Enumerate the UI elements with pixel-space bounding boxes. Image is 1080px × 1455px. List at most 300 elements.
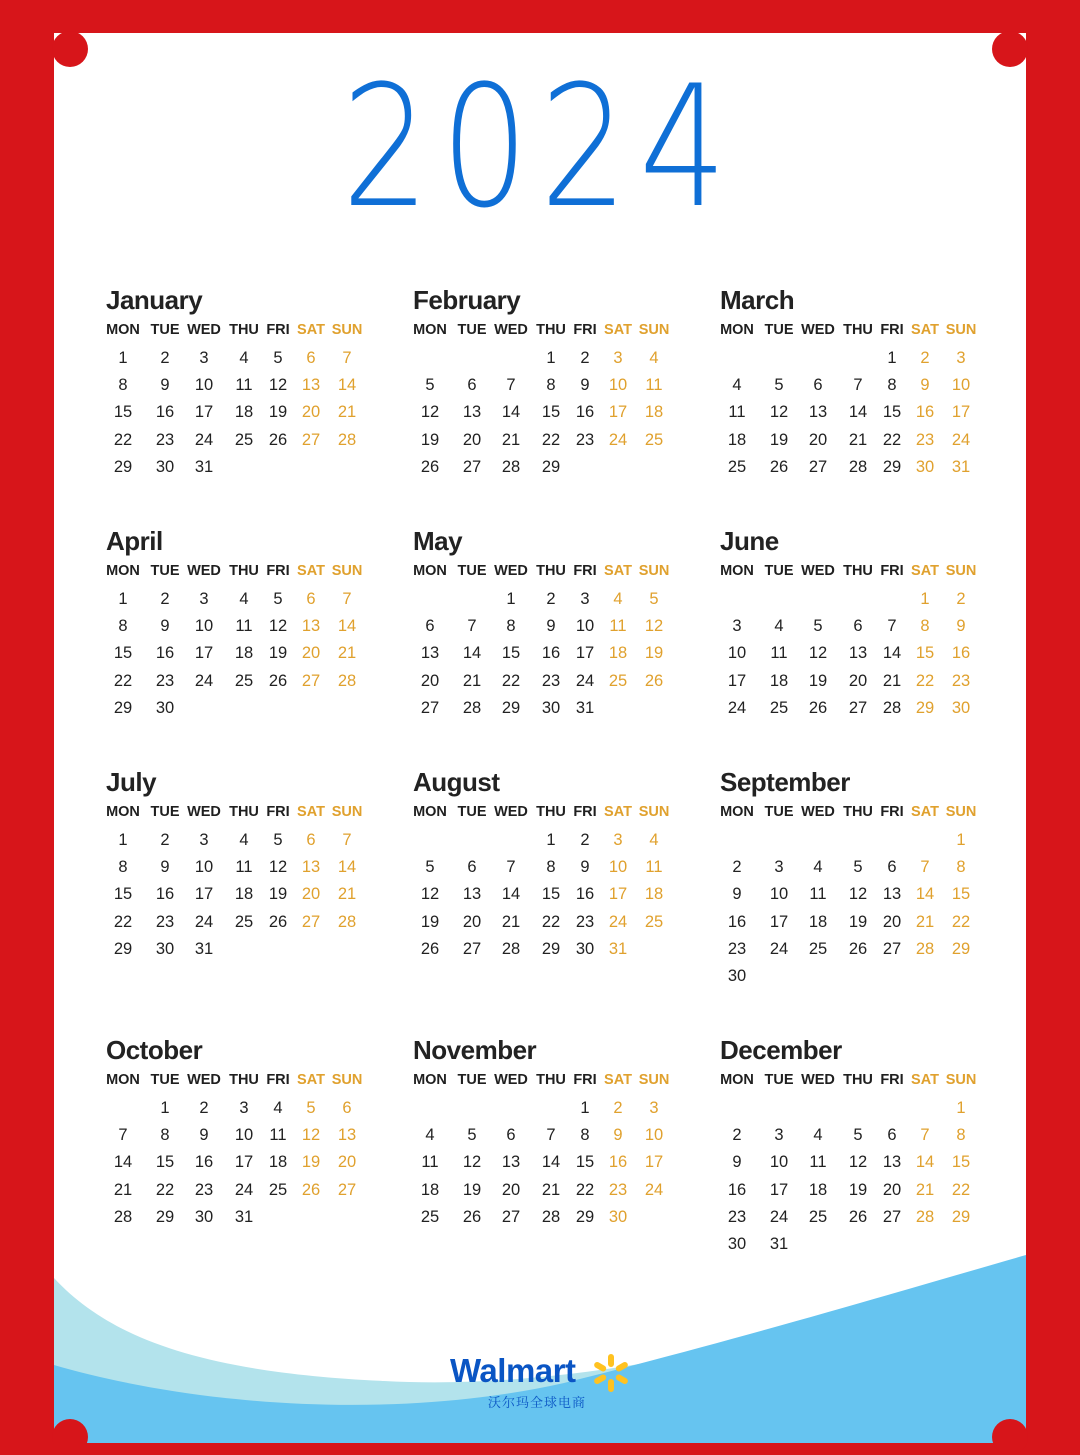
day-cell: 29: [915, 698, 935, 717]
day-cell: 21: [337, 644, 357, 663]
day-cell: 26: [268, 430, 288, 449]
day-cell: 12: [808, 644, 828, 663]
day-cell: 16: [155, 403, 175, 422]
day-cell: 20: [808, 430, 828, 449]
day-cell: 17: [727, 671, 747, 690]
weekday-header: MON: [413, 1072, 447, 1088]
day-cell: 29: [155, 1207, 175, 1226]
day-cell: 23: [608, 1180, 628, 1199]
day-cell: 16: [155, 644, 175, 663]
day-cell: 10: [769, 1153, 789, 1172]
day-cell: 2: [546, 590, 556, 608]
day-cell: 26: [644, 671, 664, 690]
day-cell: 28: [337, 430, 357, 449]
day-cell: 13: [301, 376, 321, 395]
corner-notch-bl: [52, 1419, 88, 1455]
day-cell: 29: [541, 457, 561, 476]
weekday-header: MON: [413, 563, 447, 579]
day-cell: 21: [501, 430, 521, 449]
day-cell: 30: [541, 698, 561, 717]
weekday-header: MON: [720, 322, 754, 338]
day-cell: 28: [462, 698, 482, 717]
day-cell: 2: [580, 349, 590, 367]
day-cell: 27: [462, 457, 482, 476]
day-cell: 27: [882, 1207, 902, 1226]
day-cell: 27: [848, 698, 868, 717]
day-cell: 31: [575, 698, 595, 717]
day-cell: 28: [848, 457, 868, 476]
weekday-header: FRI: [266, 1072, 290, 1088]
weekday-header: SAT: [297, 322, 325, 338]
day-cell: 12: [268, 858, 288, 877]
weekday-header: SAT: [604, 804, 632, 820]
weekday-header: FRI: [880, 804, 904, 820]
day-cell: 31: [769, 1235, 789, 1253]
day-cell: 13: [462, 885, 482, 904]
day-cell: 30: [575, 939, 595, 958]
day-cell: 5: [425, 858, 435, 877]
day-cell: 31: [194, 457, 214, 476]
day-cell: 14: [541, 1153, 561, 1172]
day-cell: 18: [644, 403, 664, 422]
day-cell: 17: [608, 403, 628, 422]
day-cell: 20: [301, 403, 321, 422]
day-cell: 20: [301, 885, 321, 904]
weekday-header: MON: [720, 563, 754, 579]
day-cell: 21: [113, 1180, 133, 1199]
day-cell: 27: [301, 671, 321, 690]
day-cell: 11: [809, 1153, 827, 1172]
day-cell: 24: [951, 430, 971, 449]
weekday-header: SAT: [911, 563, 939, 579]
day-cell: 29: [541, 939, 561, 958]
day-cell: 25: [808, 1207, 828, 1226]
day-cell: 12: [462, 1153, 482, 1172]
day-cell: 12: [644, 617, 664, 636]
day-cell: 6: [467, 858, 477, 877]
day-cell: 4: [774, 617, 784, 636]
day-cell: 14: [337, 376, 357, 395]
weekday-header: SUN: [945, 563, 977, 579]
day-cell: 10: [194, 858, 214, 877]
day-cell: 30: [155, 939, 175, 958]
day-cell: 7: [920, 858, 930, 877]
day-cell: 10: [575, 617, 595, 636]
weekday-header: SAT: [911, 804, 939, 820]
day-cell: 9: [160, 617, 170, 636]
day-cell: 5: [273, 349, 283, 367]
weekday-header: THU: [843, 1072, 873, 1088]
day-cell: 31: [951, 457, 971, 476]
day-cell: 22: [541, 912, 561, 931]
day-cell: 1: [506, 590, 516, 608]
day-cell: 13: [848, 644, 868, 663]
day-cell: 11: [728, 403, 746, 422]
weekday-header: FRI: [880, 322, 904, 338]
day-cell: 1: [920, 590, 930, 608]
day-cell: 25: [234, 912, 254, 931]
day-cell: 5: [649, 590, 659, 608]
day-cell: 7: [546, 1126, 556, 1145]
weekday-header: THU: [536, 563, 566, 579]
day-cell: 7: [342, 590, 352, 608]
day-cell: 15: [951, 1153, 971, 1172]
weekday-header: FRI: [880, 1072, 904, 1088]
day-cell: 15: [951, 885, 971, 904]
day-cell: 28: [541, 1207, 561, 1226]
day-cell: 22: [951, 1180, 971, 1199]
day-cell: 16: [727, 1180, 747, 1199]
day-cell: 12: [769, 403, 789, 422]
day-cell: 2: [732, 1126, 742, 1145]
weekday-header: TUE: [457, 804, 487, 820]
day-cell: 3: [199, 831, 209, 849]
day-cell: 26: [268, 671, 288, 690]
weekday-header: SUN: [331, 563, 363, 579]
day-cell: 13: [420, 644, 440, 663]
day-cell: 22: [575, 1180, 595, 1199]
day-cell: 5: [467, 1126, 477, 1145]
day-cell: 29: [113, 457, 133, 476]
weekday-header: TUE: [764, 563, 794, 579]
day-cell: 25: [234, 430, 254, 449]
month-name: September: [720, 767, 850, 797]
day-cell: 26: [848, 939, 868, 958]
day-cell: 20: [882, 1180, 902, 1199]
day-cell: 28: [337, 671, 357, 690]
day-cell: 1: [118, 590, 128, 608]
day-cell: 12: [420, 885, 440, 904]
day-cell: 10: [951, 376, 971, 395]
month-name: February: [413, 285, 521, 315]
weekday-header: SUN: [638, 1072, 670, 1088]
weekday-header: MON: [720, 1072, 754, 1088]
day-cell: 9: [580, 376, 590, 395]
day-cell: 21: [337, 403, 357, 422]
weekday-header: WED: [187, 563, 221, 579]
walmart-spark-icon: [590, 1352, 632, 1394]
day-cell: 30: [951, 698, 971, 717]
day-cell: 30: [194, 1207, 214, 1226]
day-cell: 14: [337, 858, 357, 877]
day-cell: 8: [506, 617, 516, 636]
day-cell: 28: [501, 457, 521, 476]
weekday-header: TUE: [457, 322, 487, 338]
day-cell: 15: [915, 644, 935, 663]
day-cell: 18: [644, 885, 664, 904]
day-cell: 6: [887, 1126, 897, 1145]
day-cell: 3: [774, 1126, 784, 1145]
day-cell: 2: [920, 349, 930, 367]
day-cell: 19: [848, 1180, 868, 1199]
day-cell: 19: [268, 885, 288, 904]
day-cell: 10: [769, 885, 789, 904]
month-name: August: [413, 767, 500, 797]
weekday-header: FRI: [266, 563, 290, 579]
weekday-header: FRI: [880, 563, 904, 579]
day-cell: 24: [769, 1207, 789, 1226]
day-cell: 8: [956, 1126, 966, 1145]
corner-notch-tr: [992, 31, 1028, 67]
day-cell: 4: [273, 1099, 283, 1117]
weekday-header: FRI: [573, 322, 597, 338]
weekday-header: WED: [494, 1072, 528, 1088]
day-cell: 28: [501, 939, 521, 958]
day-cell: 8: [118, 858, 128, 877]
weekday-header: FRI: [573, 1072, 597, 1088]
day-cell: 11: [609, 617, 627, 636]
day-cell: 10: [644, 1126, 664, 1145]
day-cell: 13: [301, 858, 321, 877]
weekday-header: SAT: [297, 563, 325, 579]
day-cell: 10: [727, 644, 747, 663]
day-cell: 19: [268, 644, 288, 663]
day-cell: 13: [808, 403, 828, 422]
day-cell: 19: [644, 644, 664, 663]
day-cell: 16: [575, 885, 595, 904]
day-cell: 17: [644, 1153, 664, 1172]
weekday-header: MON: [106, 804, 140, 820]
day-cell: 17: [769, 912, 789, 931]
day-cell: 1: [118, 831, 128, 849]
day-cell: 10: [194, 376, 214, 395]
day-cell: 3: [774, 858, 784, 877]
day-cell: 2: [613, 1099, 623, 1117]
day-cell: 29: [882, 457, 902, 476]
day-cell: 6: [467, 376, 477, 395]
day-cell: 16: [541, 644, 561, 663]
day-cell: 13: [462, 403, 482, 422]
weekday-header: SUN: [331, 322, 363, 338]
day-cell: 5: [853, 1126, 863, 1145]
day-cell: 3: [580, 590, 590, 608]
day-cell: 6: [887, 858, 897, 877]
day-cell: 14: [337, 617, 357, 636]
day-cell: 7: [887, 617, 897, 636]
day-cell: 25: [420, 1207, 440, 1226]
weekday-header: TUE: [150, 1072, 180, 1088]
day-cell: 2: [956, 590, 966, 608]
day-cell: 9: [546, 617, 556, 636]
day-cell: 18: [769, 671, 789, 690]
day-cell: 17: [194, 403, 214, 422]
day-cell: 25: [808, 939, 828, 958]
day-cell: 13: [337, 1126, 357, 1145]
day-cell: 6: [853, 617, 863, 636]
day-cell: 18: [420, 1180, 440, 1199]
day-cell: 23: [155, 912, 175, 931]
day-cell: 13: [882, 1153, 902, 1172]
weekday-header: TUE: [764, 804, 794, 820]
day-cell: 5: [273, 831, 283, 849]
day-cell: 1: [956, 1099, 966, 1117]
day-cell: 17: [234, 1153, 254, 1172]
day-cell: 11: [421, 1153, 439, 1172]
day-cell: 22: [951, 912, 971, 931]
day-cell: 23: [727, 939, 747, 958]
day-cell: 26: [848, 1207, 868, 1226]
day-cell: 6: [306, 590, 316, 608]
weekday-header: FRI: [573, 563, 597, 579]
day-cell: 15: [155, 1153, 175, 1172]
day-cell: 3: [956, 349, 966, 367]
day-cell: 26: [420, 939, 440, 958]
weekday-header: SAT: [297, 1072, 325, 1088]
day-cell: 8: [580, 1126, 590, 1145]
day-cell: 14: [915, 885, 935, 904]
day-cell: 27: [882, 939, 902, 958]
weekday-header: SUN: [945, 322, 977, 338]
weekday-header: SAT: [911, 322, 939, 338]
day-cell: 31: [194, 939, 214, 958]
day-cell: 21: [462, 671, 482, 690]
day-cell: 21: [915, 1180, 935, 1199]
day-cell: 27: [301, 912, 321, 931]
day-cell: 29: [575, 1207, 595, 1226]
day-cell: 21: [501, 912, 521, 931]
day-cell: 10: [234, 1126, 254, 1145]
weekday-header: SUN: [331, 1072, 363, 1088]
day-cell: 27: [501, 1207, 521, 1226]
day-cell: 16: [575, 403, 595, 422]
day-cell: 15: [882, 403, 902, 422]
day-cell: 18: [608, 644, 628, 663]
day-cell: 2: [160, 590, 170, 608]
day-cell: 17: [575, 644, 595, 663]
day-cell: 25: [644, 430, 664, 449]
day-cell: 8: [956, 858, 966, 877]
day-cell: 20: [337, 1153, 357, 1172]
day-cell: 4: [732, 376, 742, 395]
day-cell: 10: [608, 858, 628, 877]
weekday-header: TUE: [457, 563, 487, 579]
weekday-header: SAT: [604, 563, 632, 579]
weekday-header: FRI: [573, 804, 597, 820]
day-cell: 21: [915, 912, 935, 931]
day-cell: 18: [234, 403, 254, 422]
day-cell: 4: [239, 831, 249, 849]
day-cell: 11: [235, 376, 253, 395]
day-cell: 19: [769, 430, 789, 449]
day-cell: 17: [608, 885, 628, 904]
day-cell: 30: [915, 457, 935, 476]
day-cell: 27: [420, 698, 440, 717]
day-cell: 12: [848, 1153, 868, 1172]
day-cell: 22: [541, 430, 561, 449]
day-cell: 22: [915, 671, 935, 690]
weekday-header: THU: [536, 1072, 566, 1088]
day-cell: 6: [813, 376, 823, 395]
day-cell: 22: [113, 430, 133, 449]
year-title: 2024: [341, 49, 739, 245]
weekday-header: MON: [720, 804, 754, 820]
day-cell: 9: [920, 376, 930, 395]
day-cell: 8: [118, 376, 128, 395]
weekday-header: WED: [494, 563, 528, 579]
day-cell: 13: [301, 617, 321, 636]
day-cell: 17: [951, 403, 971, 422]
day-cell: 6: [342, 1099, 352, 1117]
day-cell: 1: [887, 349, 897, 367]
day-cell: 9: [956, 617, 966, 636]
day-cell: 23: [727, 1207, 747, 1226]
day-cell: 24: [194, 912, 214, 931]
day-cell: 17: [194, 644, 214, 663]
day-cell: 2: [732, 858, 742, 877]
month-name: November: [413, 1035, 537, 1065]
day-cell: 9: [160, 376, 170, 395]
day-cell: 12: [420, 403, 440, 422]
day-cell: 19: [420, 912, 440, 931]
weekday-header: WED: [801, 322, 835, 338]
weekday-header: SAT: [604, 322, 632, 338]
day-cell: 9: [613, 1126, 623, 1145]
month-name: December: [720, 1035, 842, 1065]
day-cell: 26: [769, 457, 789, 476]
day-cell: 4: [649, 831, 659, 849]
day-cell: 3: [239, 1099, 249, 1117]
corner-notch-br: [992, 1419, 1028, 1455]
day-cell: 15: [541, 403, 561, 422]
day-cell: 12: [268, 617, 288, 636]
day-cell: 3: [613, 349, 623, 367]
day-cell: 28: [882, 698, 902, 717]
day-cell: 29: [113, 698, 133, 717]
day-cell: 16: [727, 912, 747, 931]
day-cell: 7: [342, 831, 352, 849]
weekday-header: WED: [801, 1072, 835, 1088]
day-cell: 4: [813, 1126, 823, 1145]
weekday-header: WED: [801, 563, 835, 579]
day-cell: 11: [235, 858, 253, 877]
day-cell: 23: [194, 1180, 214, 1199]
weekday-header: THU: [229, 804, 259, 820]
day-cell: 14: [882, 644, 902, 663]
day-cell: 19: [268, 403, 288, 422]
day-cell: 3: [199, 590, 209, 608]
day-cell: 24: [608, 912, 628, 931]
day-cell: 23: [575, 912, 595, 931]
day-cell: 24: [769, 939, 789, 958]
day-cell: 9: [199, 1126, 209, 1145]
day-cell: 30: [155, 698, 175, 717]
day-cell: 24: [234, 1180, 254, 1199]
day-cell: 23: [155, 671, 175, 690]
weekday-header: THU: [843, 322, 873, 338]
day-cell: 30: [155, 457, 175, 476]
day-cell: 29: [113, 939, 133, 958]
day-cell: 21: [848, 430, 868, 449]
day-cell: 13: [501, 1153, 521, 1172]
day-cell: 22: [113, 671, 133, 690]
day-cell: 1: [956, 831, 966, 849]
day-cell: 7: [342, 349, 352, 367]
weekday-header: SUN: [638, 322, 670, 338]
day-cell: 11: [269, 1126, 287, 1145]
day-cell: 14: [113, 1153, 133, 1172]
day-cell: 1: [546, 349, 556, 367]
day-cell: 8: [920, 617, 930, 636]
day-cell: 17: [194, 885, 214, 904]
day-cell: 13: [882, 885, 902, 904]
day-cell: 7: [467, 617, 477, 636]
day-cell: 26: [462, 1207, 482, 1226]
day-cell: 24: [194, 671, 214, 690]
day-cell: 28: [337, 912, 357, 931]
day-cell: 7: [118, 1126, 128, 1145]
day-cell: 17: [769, 1180, 789, 1199]
weekday-header: THU: [843, 563, 873, 579]
